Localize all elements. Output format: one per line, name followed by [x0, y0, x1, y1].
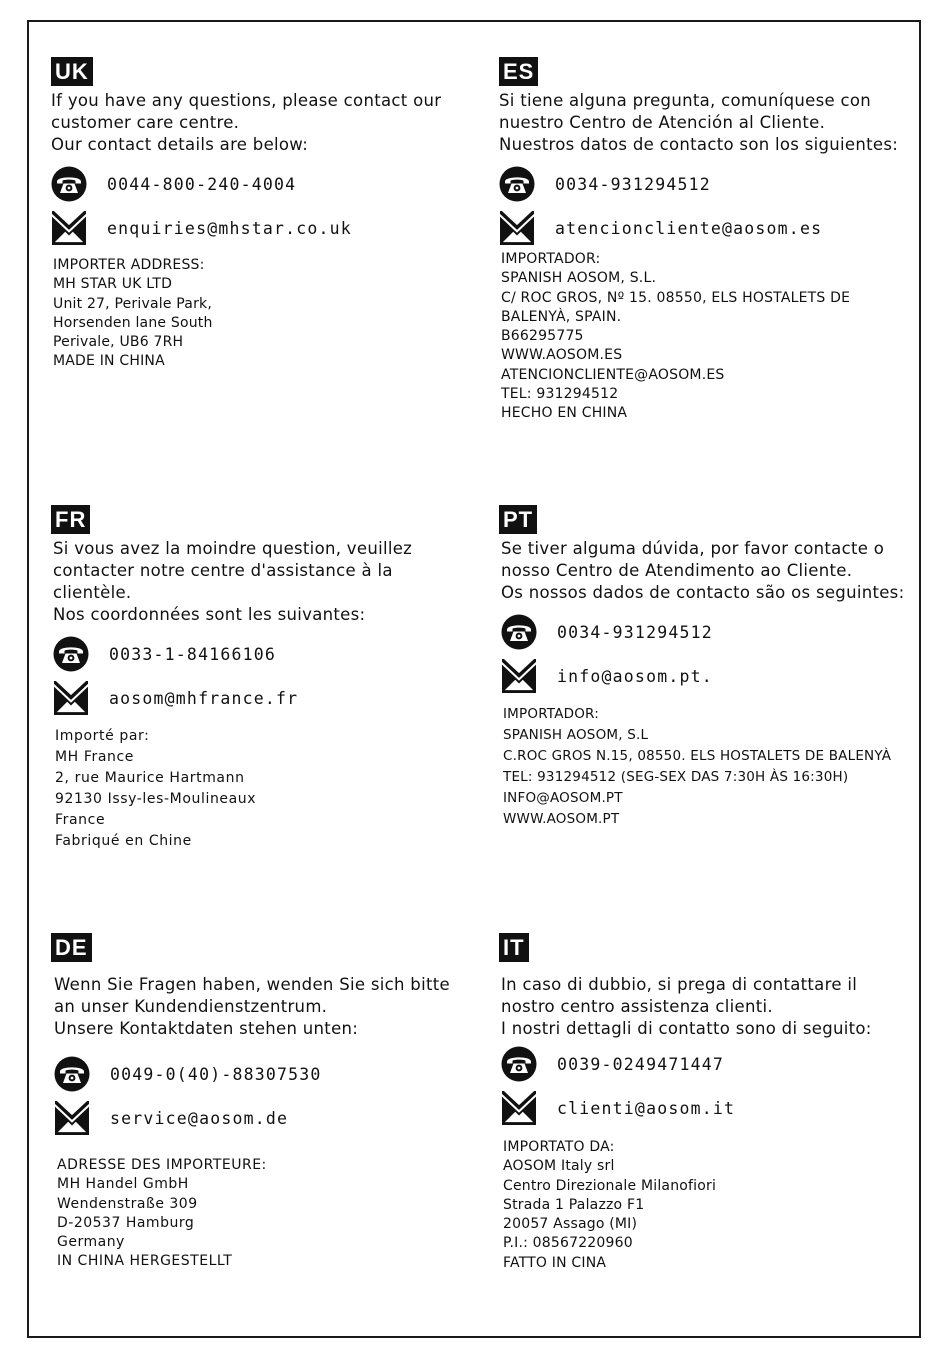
intro-line: an unser Kundendienstzentrum.: [54, 997, 328, 1016]
address-line: Germany: [57, 1234, 125, 1251]
address-line: D-20537 Hamburg: [57, 1214, 195, 1231]
language-code-it: IT: [499, 933, 529, 962]
email-row: [499, 210, 929, 246]
phone-number: 0034-931294512: [557, 622, 713, 642]
address-line: 20057 Assago (MI): [503, 1216, 638, 1233]
intro-line: Our contact details are below:: [51, 135, 309, 154]
address-line: Importé par:: [55, 728, 150, 744]
telephone-icon: [501, 614, 537, 650]
address-line: C.ROC GROS N.15, 08550. ELS HOSTALETS DE BALENYÀ: [503, 748, 892, 764]
address-line: IMPORTER ADDRESS:: [53, 257, 205, 273]
email-address: info@aosom.pt.: [557, 666, 713, 686]
envelope-icon: [51, 210, 87, 246]
importer-address: [53, 256, 481, 372]
address-line: Horsenden lane South: [53, 314, 213, 331]
email-row: [501, 658, 929, 694]
address-line: Perivale, UB6 7RH: [53, 334, 184, 351]
intro-line: In caso di dubbio, si prega di contattare il: [501, 975, 858, 994]
intro-line: Os nossos dados de contacto são os seguintes:: [501, 583, 905, 602]
phone-row: [499, 166, 929, 202]
address-line: AOSOM Italy srl: [503, 1158, 615, 1175]
telephone-icon: [501, 1046, 537, 1082]
address-line: France: [55, 812, 106, 828]
intro-line: Nuestros datos de contacto son los siguientes:: [499, 135, 899, 154]
intro-line: Unsere Kontaktdaten stehen unten:: [54, 1019, 359, 1038]
phone-number: 0044-800-240-4004: [107, 174, 297, 194]
importer-address: [55, 726, 481, 852]
intro-line: Wenn Sie Fragen haben, wenden Sie sich bitte: [54, 975, 450, 994]
address-line: ADRESSE DES IMPORTEURE:: [57, 1157, 267, 1173]
envelope-icon: [54, 1100, 90, 1136]
address-line: IMPORTATO DA:: [503, 1139, 615, 1155]
address-line: Unit 27, Perivale Park,: [53, 295, 212, 312]
address-line: BALENYÀ, SPAIN.: [501, 308, 622, 325]
section-pt: [499, 505, 929, 830]
intro-line: nuestro Centro de Atención al Cliente.: [499, 113, 826, 132]
address-line: Strada 1 Palazzo F1: [503, 1196, 645, 1213]
intro-line: Si vous avez la moindre question, veuillez: [53, 539, 413, 558]
phone-row: [501, 614, 929, 650]
address-line: IMPORTADOR:: [503, 706, 599, 722]
intro-text: [499, 90, 929, 156]
envelope-icon: [53, 680, 89, 716]
phone-number: 0033-1-84166106: [109, 644, 277, 664]
address-line: IMPORTADOR:: [501, 251, 601, 267]
intro-text: [501, 538, 929, 604]
phone-row: [501, 1046, 929, 1082]
address-line: HECHO EN CHINA: [501, 405, 628, 422]
address-line: WWW.AOSOM.PT: [503, 811, 620, 827]
email-row: [53, 680, 481, 716]
envelope-icon: [501, 1090, 537, 1126]
address-line: INFO@AOSOM.PT: [503, 790, 623, 806]
email-address: clienti@aosom.it: [557, 1098, 736, 1118]
address-line: MADE IN CHINA: [53, 353, 165, 370]
email-address: service@aosom.de: [110, 1108, 289, 1128]
telephone-icon: [54, 1056, 90, 1092]
section-fr: [51, 505, 481, 852]
email-row: [51, 210, 481, 246]
section-de: [51, 933, 481, 1272]
address-line: FATTO IN CINA: [503, 1254, 607, 1271]
address-line: B66295775: [501, 328, 584, 345]
intro-line: nostro centro assistenza clienti.: [501, 997, 773, 1016]
telephone-icon: [51, 166, 87, 202]
language-code-uk: UK: [51, 57, 93, 86]
intro-line: clientèle.: [53, 583, 132, 602]
telephone-icon: [53, 636, 89, 672]
address-line: SPANISH AOSOM, S.L: [503, 727, 649, 743]
intro-line: contacter notre centre d'assistance à la: [53, 561, 393, 580]
address-line: Fabriqué en Chine: [55, 833, 192, 849]
email-address: enquiries@mhstar.co.uk: [107, 218, 352, 238]
address-line: IN CHINA HERGESTELLT: [57, 1253, 233, 1270]
section-it: [499, 933, 929, 1273]
phone-row: [54, 1056, 481, 1092]
email-address: aosom@mhfrance.fr: [109, 688, 299, 708]
phone-number: 0039-0249471447: [557, 1054, 725, 1074]
intro-line: Nos coordonnées sont les suivantes:: [53, 605, 366, 624]
section-uk: [51, 57, 481, 372]
email-address: atencioncliente@aosom.es: [555, 218, 823, 238]
email-row: [501, 1090, 929, 1126]
intro-text: [51, 90, 481, 156]
envelope-icon: [499, 210, 535, 246]
section-es: [499, 57, 929, 424]
email-row: [54, 1100, 481, 1136]
phone-row: [51, 166, 481, 202]
intro-text: [53, 538, 481, 626]
address-line: C/ ROC GROS, Nº 15. 08550, ELS HOSTALETS DE: [501, 289, 851, 306]
address-line: MH France: [55, 749, 135, 765]
intro-line: customer care centre.: [51, 113, 240, 132]
phone-number: 0049-0(40)-88307530: [110, 1064, 322, 1084]
address-line: Centro Direzionale Milanofiori: [503, 1177, 717, 1194]
address-line: 2, rue Maurice Hartmann: [55, 770, 245, 786]
address-line: TEL: 931294512 (SEG-SEX DAS 7:30H ÀS 16:30H): [503, 769, 849, 785]
address-line: TEL: 931294512: [501, 386, 619, 403]
envelope-icon: [501, 658, 537, 694]
address-line: MH Handel GmbH: [57, 1176, 189, 1193]
telephone-icon: [499, 166, 535, 202]
importer-address: [501, 250, 929, 424]
importer-address: [503, 1138, 929, 1273]
intro-text: [54, 974, 481, 1040]
language-code-es: ES: [499, 57, 538, 86]
address-line: 92130 Issy-les-Moulineaux: [55, 791, 257, 807]
address-line: MH STAR UK LTD: [53, 276, 173, 293]
language-code-fr: FR: [51, 505, 90, 534]
intro-line: Se tiver alguma dúvida, por favor contacte o: [501, 539, 885, 558]
intro-line: nosso Centro de Atendimento ao Cliente.: [501, 561, 853, 580]
intro-line: Si tiene alguna pregunta, comuníquese con: [499, 91, 872, 110]
importer-address: [503, 704, 929, 830]
language-code-de: DE: [51, 933, 92, 962]
address-line: ATENCIONCLIENTE@AOSOM.ES: [501, 366, 725, 383]
address-line: P.I.: 08567220960: [503, 1235, 633, 1252]
address-line: Wendenstraße 309: [57, 1195, 198, 1212]
phone-row: [53, 636, 481, 672]
address-line: WWW.AOSOM.ES: [501, 347, 623, 364]
intro-text: [501, 974, 929, 1040]
intro-line: I nostri dettagli di contatto sono di seguito:: [501, 1019, 872, 1038]
intro-line: If you have any questions, please contact our: [51, 91, 442, 110]
importer-address: [57, 1156, 481, 1272]
language-code-pt: PT: [499, 505, 537, 534]
address-line: SPANISH AOSOM, S.L.: [501, 270, 657, 287]
phone-number: 0034-931294512: [555, 174, 711, 194]
